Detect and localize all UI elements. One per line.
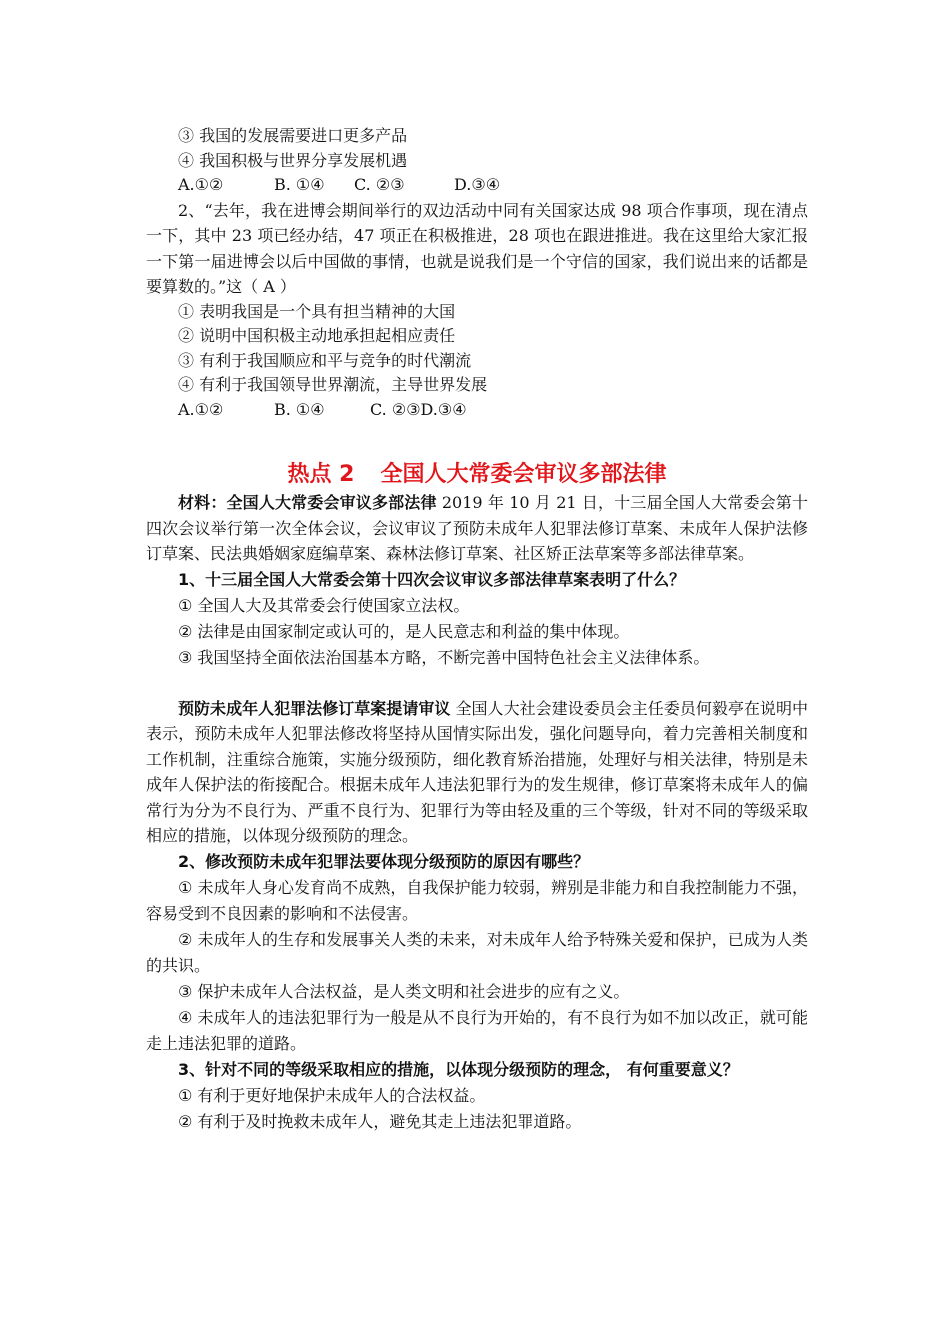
section-gap bbox=[146, 422, 808, 458]
q1-options bbox=[146, 173, 808, 198]
material-paragraph bbox=[146, 490, 808, 567]
q2-stem: 2、“去年，我在进博会期间举行的双边活动中同有关国家达成 98 项合作事项，现在清点一下，其中 23 项已经办结，47 项正在积极推进，28 项也在跟进推进。我在这里给大家汇报一下第一届进博会以后中国做的事情，也就是说我们是一个守信的国家，我们说出来的话都是要算数的。”这（ A ） bbox=[146, 200, 808, 296]
material-text: 2019 年 10 月 21 日，十三届全国人大常委会第十四次会议举行第一次全体会议，会议审议了预防未成年人犯罪法修订草案、未成年人保护法修订草案、民法典婚姻家庭编草案、森林法修订草案、社区矫正法草案等多部法律草案。 bbox=[146, 493, 808, 563]
heading-title: 全国人大常委会审议多部法律 bbox=[380, 462, 667, 487]
answer-2-1: ① 未成年人身心发育尚不成熟，自我保护能力较弱，辨别是非能力和自我控制能力不强，容易受到不良因素的影响和不法侵害。 bbox=[146, 877, 808, 923]
q2-options bbox=[146, 398, 808, 423]
q2-option-cd: C. ②③D.③④ bbox=[370, 399, 467, 419]
q1-option-c: C. ②③ bbox=[354, 175, 405, 194]
question-3: 3、针对不同的等级采取相应的措施，以体现分级预防的理念， 有何重要意义？ bbox=[178, 1059, 739, 1079]
answer-1-2: ② 法律是由国家制定或认可的，是人民意志和利益的集中体现。 bbox=[178, 621, 630, 641]
q1-option-d: D.③④ bbox=[454, 175, 501, 194]
answer-3-1: ① 有利于更好地保护未成年人的合法权益。 bbox=[178, 1085, 486, 1105]
q2-item-4: ④ 有利于我国领导世界潮流，主导世界发展 bbox=[178, 375, 488, 394]
answer-1-3: ③ 我国坚持全面依法治国基本方略，不断完善中国特色社会主义法律体系。 bbox=[178, 647, 710, 667]
q1-option-b: B. ①④ bbox=[274, 175, 325, 194]
q2-item-3: ③ 有利于我国顺应和平与竞争的时代潮流 bbox=[178, 350, 472, 370]
paragraph-2 bbox=[146, 696, 808, 849]
q1-option-a: A.①② bbox=[178, 175, 224, 194]
answer-2-3: ③ 保护未成年人合法权益，是人类文明和社会进步的应有之义。 bbox=[178, 981, 630, 1001]
question-2: 2、修改预防未成年犯罪法要体现分级预防的原因有哪些？ bbox=[178, 851, 590, 871]
paragraph-2-label: 预防未成年人犯罪法修订草案提请审议 bbox=[178, 698, 451, 718]
q2-item-1: ① 表明我国是一个具有担当精神的大国 bbox=[178, 301, 456, 321]
question-1: 1、十三届全国人大常委会第十四次会议审议多部法律草案表明了什么？ bbox=[178, 569, 686, 589]
q2-item-2: ② 说明中国积极主动地承担起相应责任 bbox=[178, 326, 456, 345]
q1-item-3: ③ 我国的发展需要进口更多产品 bbox=[178, 126, 408, 145]
material-label: 材料：全国人大常委会审议多部法律 bbox=[178, 493, 437, 512]
answer-2-4: ④ 未成年人的违法犯罪行为一般是从不良行为开始的，有不良行为如不加以改正，就可能走上违法犯罪的道路。 bbox=[146, 1007, 808, 1053]
section-heading bbox=[146, 460, 808, 490]
paragraph-gap bbox=[146, 671, 808, 696]
answer-3-2: ② 有利于及时挽救未成年人，避免其走上违法犯罪道路。 bbox=[178, 1111, 582, 1131]
answer-1-1: ① 全国人大及其常委会行使国家立法权。 bbox=[178, 595, 470, 615]
q2-option-a: A.①② bbox=[178, 399, 224, 419]
document-body bbox=[146, 124, 808, 1135]
answer-2-2: ② 未成年人的生存和发展事关人类的未来，对未成年人给予特殊关爱和保护，已成为人类的共识。 bbox=[146, 929, 808, 975]
paragraph-2-text: 全国人大社会建设委员会主任委员何毅亭在说明中表示，预防未成年人犯罪法修改将坚持从国情实际出发，强化问题导向，着力完善相关制度和工作机制，注重综合施策，实施分级预防，细化教育矫治措施，处理好与相关法律，特别是未成年人保护法的衔接配合。根据未成年人违法犯罪行为的发生规律，修订草案将未成年人的偏常行为分为不良行为、严重不良行为、犯罪行为等由轻及重的三个等级，针对不同的等级采取相应的措施，以体现分级预防的理念。 bbox=[146, 698, 808, 845]
q2-option-b: B. ①④ bbox=[274, 399, 325, 419]
heading-number: 热点 2 bbox=[287, 462, 355, 487]
q1-item-4: ④ 我国积极与世界分享发展机遇 bbox=[178, 150, 408, 170]
